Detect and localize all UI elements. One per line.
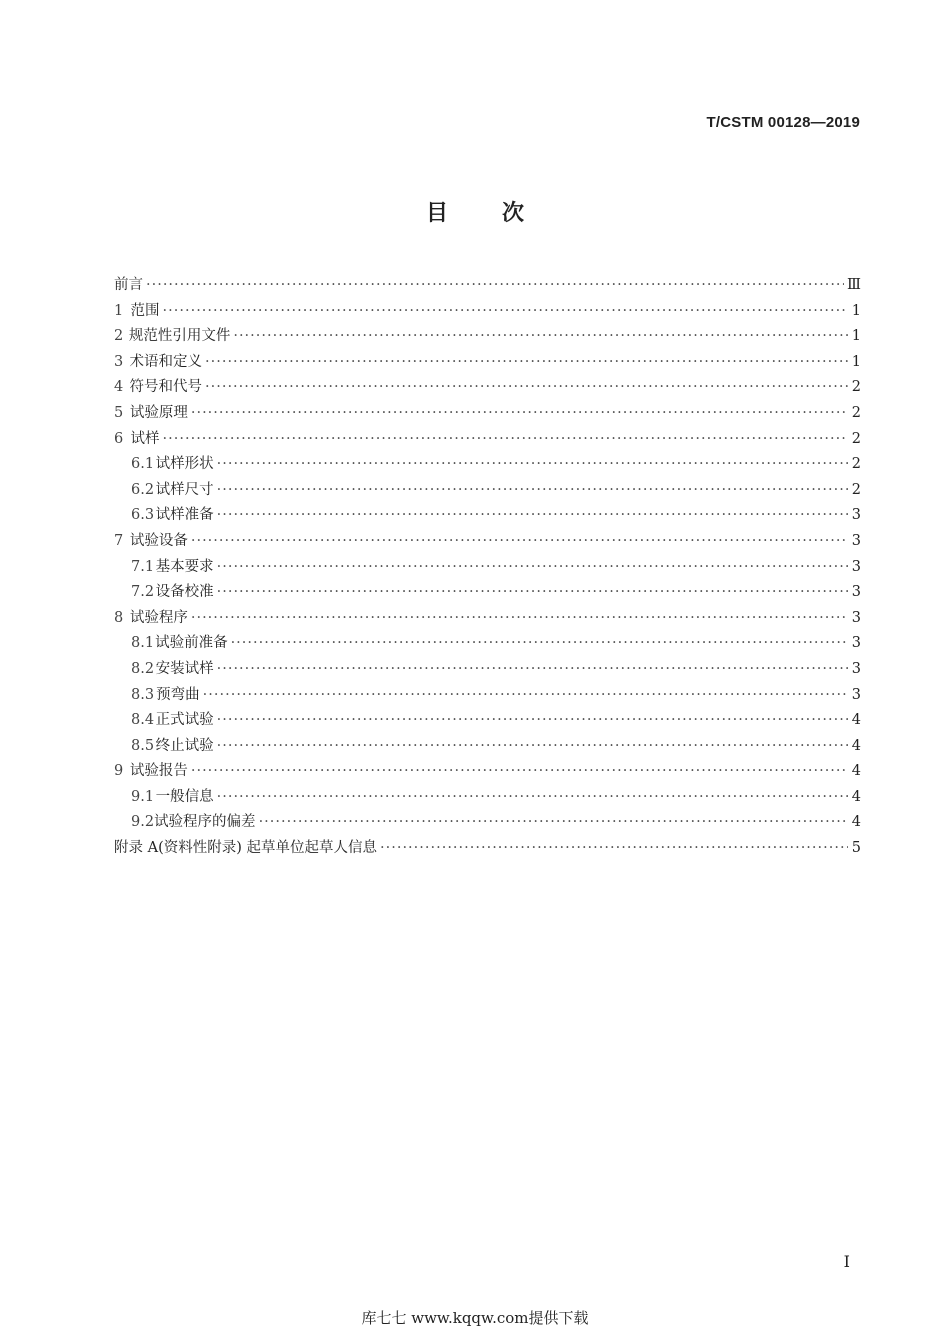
toc-entry-number: 7.2 — [131, 584, 155, 601]
toc-entry[interactable] — [114, 324, 861, 350]
toc-leader-dots — [217, 708, 848, 734]
toc-entry-page: 4 — [851, 763, 861, 780]
toc-entry-number: 3 — [114, 353, 124, 370]
toc-leader-dots — [217, 478, 848, 504]
toc-leader-dots — [217, 734, 848, 760]
toc-entry[interactable] — [114, 401, 861, 427]
toc-leader-dots — [217, 503, 848, 529]
toc-entry-label: 试验设备 — [129, 532, 188, 549]
toc-leader-dots — [217, 657, 848, 683]
page-title — [0, 196, 950, 227]
toc-entry[interactable] — [114, 708, 861, 734]
toc-entry-number: 8.2 — [131, 660, 155, 677]
toc-entry-page: 4 — [851, 737, 861, 754]
toc-entry[interactable] — [114, 427, 861, 453]
toc-entry-number: 8 — [114, 609, 124, 626]
footer-text: 库七七 www.kqqw.com提供下载 — [361, 1309, 589, 1327]
toc-entry-number: 5 — [114, 404, 124, 421]
page-number: I — [843, 1252, 850, 1271]
toc-entry-label: 一般信息 — [155, 788, 214, 805]
toc-entry-number: 6 — [114, 430, 124, 447]
toc-entry-label: 试验程序的偏差 — [154, 814, 256, 831]
toc-entry[interactable] — [114, 273, 861, 299]
toc-entry-label: 规范性引用文件 — [128, 328, 231, 345]
toc-entry-label: 设备校准 — [155, 584, 214, 601]
toc-entry[interactable] — [114, 503, 861, 529]
toc-entry-number: 2 — [114, 328, 124, 345]
toc-entry[interactable] — [114, 734, 861, 760]
toc-entry-label: 基本要求 — [155, 558, 214, 575]
toc-leader-dots — [231, 631, 848, 657]
toc-entry-number: 9.2 — [131, 814, 155, 831]
toc-entry-label: 范围 — [130, 302, 160, 319]
toc-entry-page: 3 — [851, 584, 861, 601]
toc-leader-dots — [205, 350, 848, 376]
toc-entry-page: 1 — [851, 328, 861, 345]
toc-entry-page: 2 — [851, 430, 861, 447]
toc-leader-dots — [191, 529, 848, 555]
toc-entry-page: 4 — [851, 814, 861, 831]
toc-entry[interactable] — [114, 452, 861, 478]
toc-entry-label: 试样 — [130, 430, 160, 447]
toc-leader-dots — [217, 452, 848, 478]
toc-entry-page: 2 — [851, 456, 861, 473]
toc-leader-dots — [191, 401, 848, 427]
toc-entry-number: 8.4 — [131, 712, 155, 729]
title-char-1: 目 — [425, 201, 448, 226]
toc-entry-number: 4 — [114, 379, 124, 396]
toc-entry-label: 附录 A(资料性附录) 起草单位起草人信息 — [114, 840, 378, 857]
toc-entry-page: 2 — [851, 379, 861, 396]
toc-entry-page: 2 — [851, 404, 861, 421]
toc-entry-page: 1 — [851, 353, 861, 370]
toc-entry-number: 7.1 — [131, 558, 155, 575]
toc-entry-label: 预弯曲 — [156, 686, 200, 703]
toc-leader-dots — [205, 375, 848, 401]
toc-entry[interactable] — [114, 555, 861, 581]
toc-entry-page: 3 — [851, 507, 861, 524]
toc-entry-number: 6.2 — [131, 481, 155, 498]
toc-entry-label: 试验前准备 — [155, 635, 228, 652]
toc-entry-label: 试验原理 — [129, 404, 188, 421]
toc-entry[interactable] — [114, 350, 861, 376]
toc-entry[interactable] — [114, 580, 861, 606]
toc-entry[interactable] — [114, 478, 861, 504]
toc-leader-dots — [233, 324, 848, 350]
toc-leader-dots — [191, 606, 848, 632]
toc-entry-label: 前言 — [114, 277, 143, 293]
toc-entry-page: 4 — [851, 788, 861, 805]
toc-entry-label: 正式试验 — [155, 712, 214, 729]
toc-entry-label: 符号和代号 — [129, 379, 203, 396]
toc-leader-dots — [191, 759, 848, 785]
toc-entry-page: 3 — [851, 609, 861, 626]
toc-entry-number: 9.1 — [131, 788, 155, 805]
toc-entry-page: 3 — [851, 635, 861, 652]
standard-code: T/CSTM 00128—2019 — [706, 114, 860, 131]
toc-leader-dots — [217, 785, 848, 811]
toc-entry-label: 安装试样 — [155, 660, 214, 677]
toc-entry[interactable] — [114, 375, 861, 401]
toc-leader-dots — [217, 580, 848, 606]
toc-entry-page: 4 — [851, 712, 861, 729]
toc-entry[interactable] — [114, 810, 861, 836]
toc-entry-number: 6.3 — [131, 507, 155, 524]
toc-entry-page: 3 — [851, 660, 861, 677]
toc-entry[interactable] — [114, 657, 861, 683]
toc-entry[interactable] — [114, 529, 861, 555]
toc-entry-label: 试样尺寸 — [155, 481, 214, 498]
toc-leader-dots — [163, 299, 848, 325]
toc-entry-label: 术语和定义 — [129, 353, 203, 370]
toc-entry[interactable] — [114, 299, 861, 325]
toc-entry-page: 3 — [851, 532, 861, 549]
toc-entry[interactable] — [114, 683, 861, 709]
toc-leader-dots — [203, 683, 848, 709]
toc-entry-number: 1 — [114, 302, 124, 319]
toc-entry-number: 6.1 — [131, 456, 155, 473]
toc-entry-page: 3 — [851, 686, 861, 703]
toc-leader-dots — [217, 555, 848, 581]
toc-entry-page: 5 — [851, 840, 861, 857]
toc-entry-page: 1 — [851, 302, 861, 319]
toc-leader-dots — [163, 427, 848, 453]
toc-entry[interactable] — [114, 631, 861, 657]
toc-entry-label: 终止试验 — [155, 737, 214, 754]
toc-entry-page: 3 — [851, 558, 861, 575]
toc-entry-page: 2 — [851, 481, 861, 498]
toc-leader-dots — [380, 836, 848, 862]
toc-entry-number: 9 — [114, 763, 124, 780]
toc-entry-label: 试验程序 — [129, 609, 188, 626]
toc-entry[interactable] — [114, 759, 861, 785]
toc-entry-number: 8.3 — [131, 686, 155, 703]
toc-entry-number: 7 — [114, 532, 124, 549]
toc-entry[interactable] — [114, 606, 861, 632]
toc-leader-dots — [259, 810, 848, 836]
toc-entry-page: Ⅲ — [847, 277, 861, 293]
toc-entry-number: 8.1 — [131, 635, 155, 652]
table-of-contents — [114, 273, 861, 862]
toc-entry[interactable] — [114, 785, 861, 811]
toc-leader-dots — [146, 273, 844, 299]
toc-entry-number: 8.5 — [131, 737, 155, 754]
toc-entry-label: 试验报告 — [129, 763, 188, 780]
toc-entry[interactable] — [114, 836, 861, 862]
toc-entry-label: 试样形状 — [155, 456, 214, 473]
title-char-2: 次 — [502, 201, 525, 226]
toc-entry-label: 试样准备 — [155, 507, 214, 524]
